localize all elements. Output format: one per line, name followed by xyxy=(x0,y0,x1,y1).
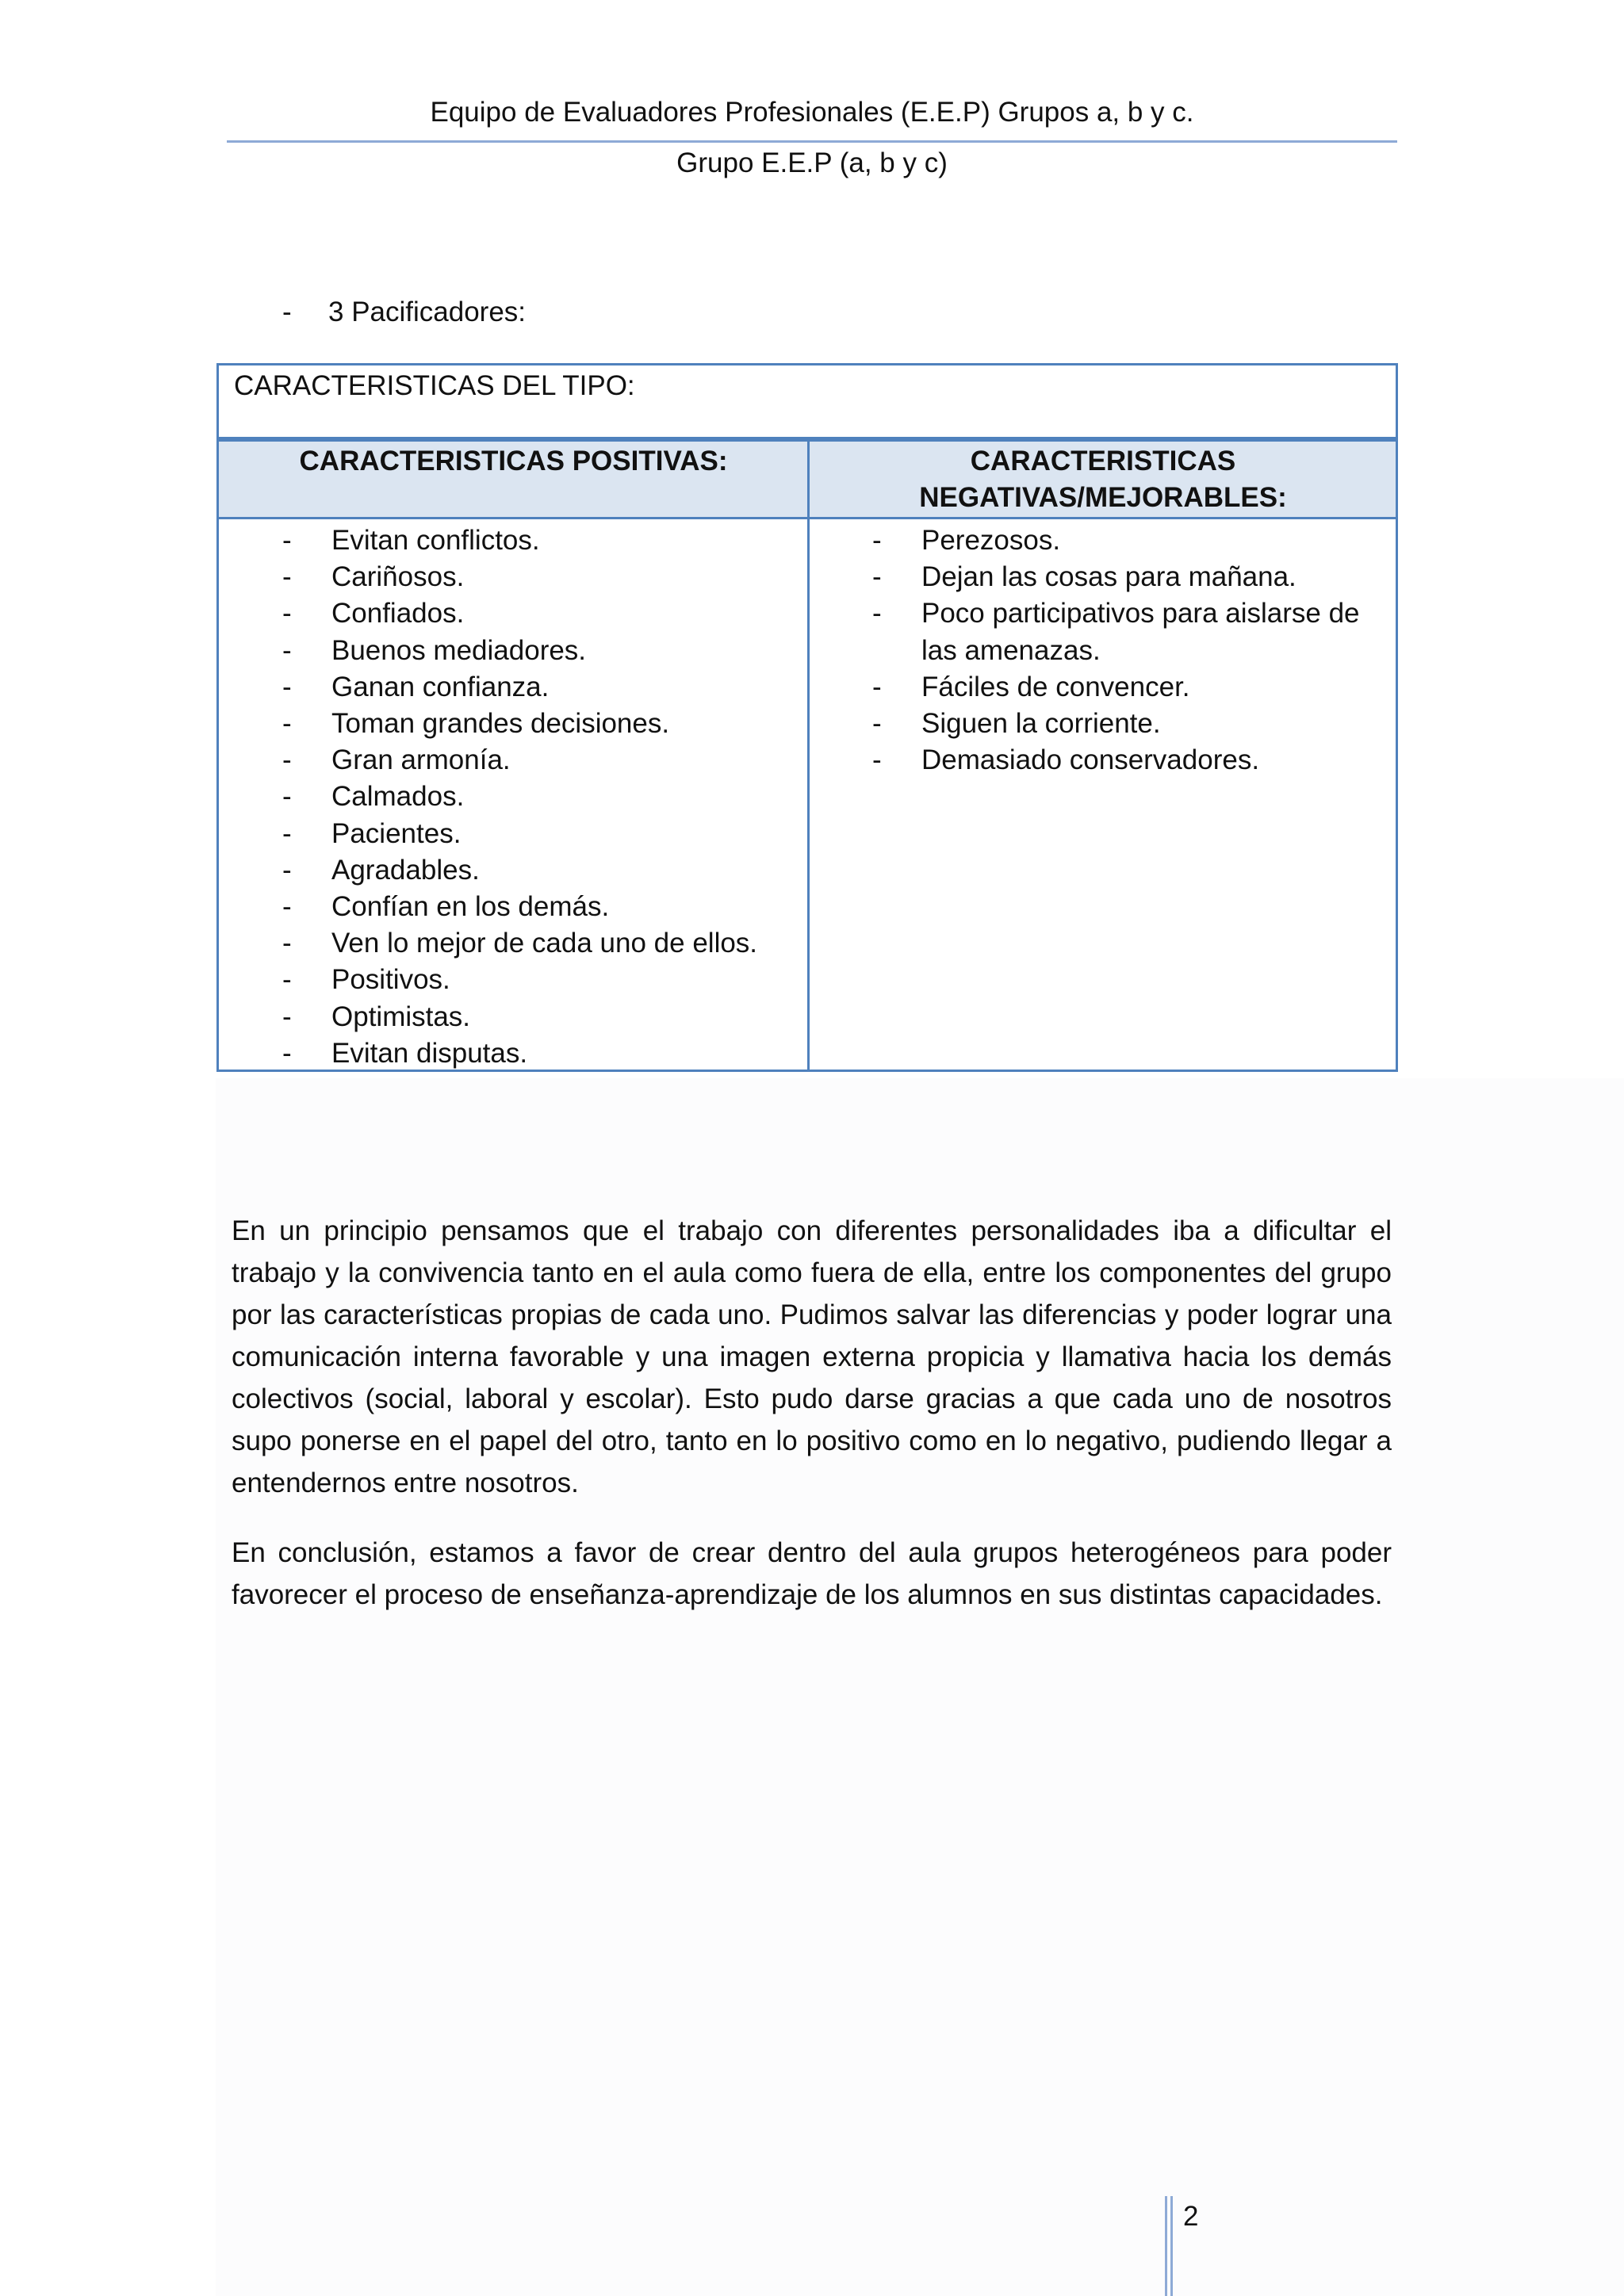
table-header-cell xyxy=(219,365,1396,442)
list-item: - Evitan conflictos. xyxy=(282,525,540,556)
list-item: - Ven lo mejor de cada uno de ellos. xyxy=(282,928,758,959)
type-characteristics-table xyxy=(216,363,1398,1072)
negative-column-heading xyxy=(810,443,1396,519)
list-item: - Positivos. xyxy=(282,964,450,996)
list-dash: - xyxy=(282,297,292,327)
document-header-title: Equipo de Evaluadores Profesionales (E.E.P) Grupos a, b y c. xyxy=(430,97,1194,128)
list-item: - Cariñosos. xyxy=(282,561,465,593)
list-item: - Evitan disputas. xyxy=(282,1037,528,1069)
page-number: 2 xyxy=(1183,2201,1199,2232)
conclusion-paragraph-1: En un principio pensamos que el trabajo con diferentes personalidades iba a dificultar el trabajo y la convivencia tanto en el aula como fuera de ella, entre los componentes del grupo por las características propias de cada uno. Pudimos salvar las diferencias y poder lograr una comunicación interna favorable y una imagen externa propicia y llamativa hacia los demás colectivos (social, laboral y escolar). Esto pudo darse gracias a que cada uno de nosotros supo ponerse en el papel del otro, tanto en lo positivo como en lo negativo, pudiendo llegar a entendernos entre nosotros. xyxy=(232,1215,1392,1498)
header-divider xyxy=(227,140,1397,143)
list-item: - Fáciles de convencer. xyxy=(872,671,1190,702)
positive-traits-list xyxy=(282,522,798,1072)
list-item: - Confiados. xyxy=(282,598,465,629)
list-item: - Pacientes. xyxy=(282,817,462,849)
list-item: - Optimistas. xyxy=(282,1001,471,1032)
negative-traits-list xyxy=(872,522,1380,779)
intro-list-item xyxy=(282,295,526,330)
intro-item-text: 3 Pacificadores: xyxy=(328,297,527,327)
conclusion-paragraph-2: En conclusión, estamos a favor de crear dentro del aula grupos heterogéneos para poder favorecer el proceso de enseñanza-aprendizaje de los alumnos en sus distintas capacidades. xyxy=(232,1537,1392,1610)
table-header-text: CARACTERISTICAS DEL TIPO: xyxy=(234,370,635,401)
list-item: - Poco participativos para aislarse de las amenazas. xyxy=(872,598,1360,666)
list-item: - Confían en los demás. xyxy=(282,891,610,923)
list-item: - Demasiado conservadores. xyxy=(872,744,1260,776)
positive-column-heading: CARACTERISTICAS POSITIVAS: xyxy=(299,446,728,476)
list-item: - Buenos mediadores. xyxy=(282,634,587,666)
list-item: - Perezosos. xyxy=(872,525,1061,556)
negative-heading-line-2: NEGATIVAS/MEJORABLES: xyxy=(919,482,1287,513)
column-divider xyxy=(807,442,810,1070)
list-item: - Ganan confianza. xyxy=(282,671,550,702)
list-item: - Agradables. xyxy=(282,854,480,886)
list-item: - Siguen la corriente. xyxy=(872,708,1161,740)
list-item: - Gran armonía. xyxy=(282,744,511,776)
list-item: - Toman grandes decisiones. xyxy=(282,708,670,740)
page-number-rule xyxy=(1165,2196,1173,2296)
negative-heading-line-1: CARACTERISTICAS xyxy=(970,446,1236,476)
list-item: - Dejan las cosas para mañana. xyxy=(872,561,1297,593)
list-item: - Calmados. xyxy=(282,781,465,813)
document-header-subtitle: Grupo E.E.P (a, b y c) xyxy=(676,147,948,178)
